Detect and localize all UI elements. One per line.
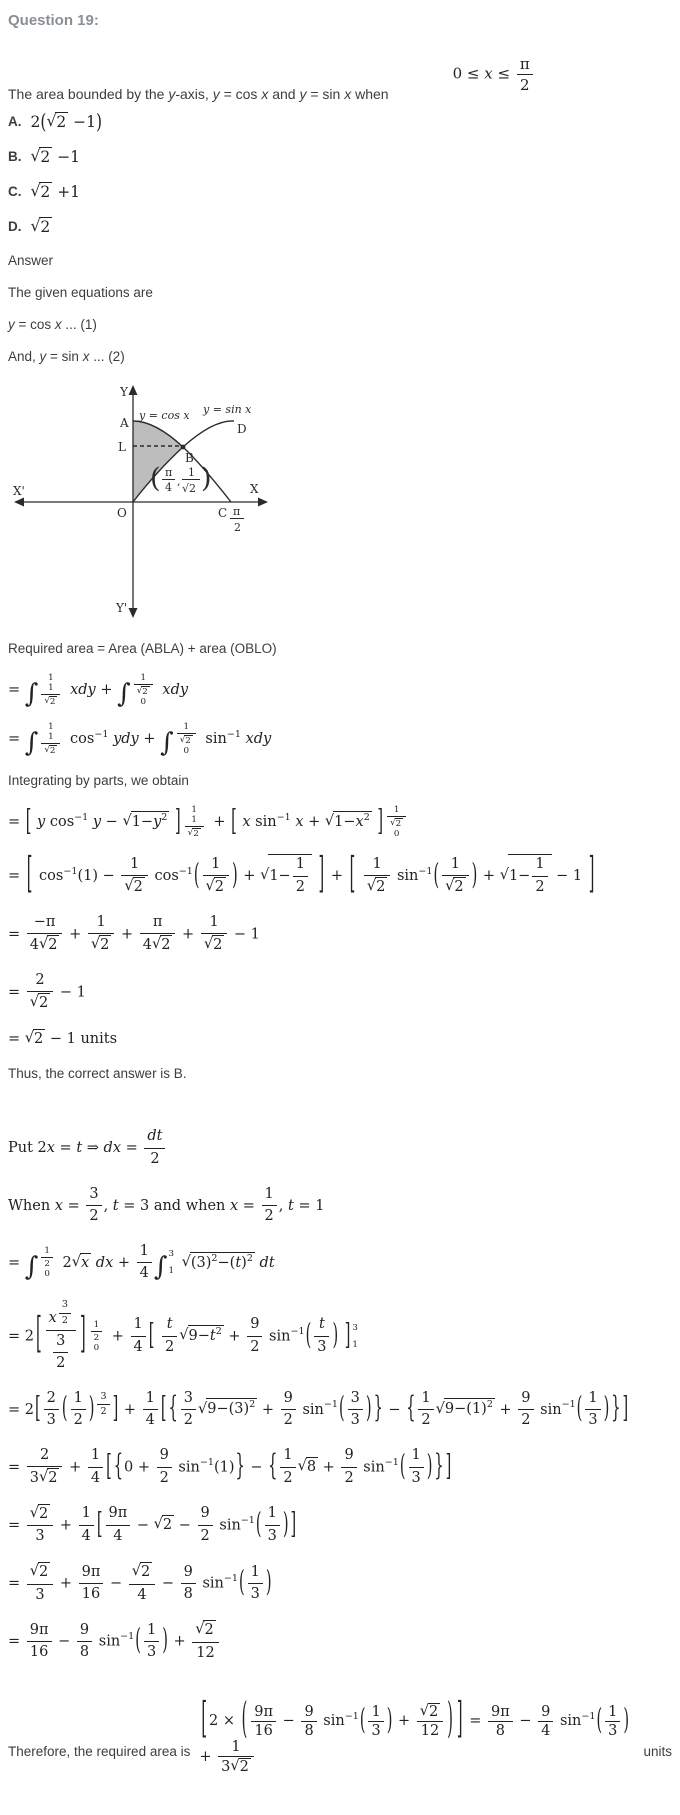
point-coords xyxy=(150,463,212,495)
c-tick-num: π xyxy=(233,505,241,518)
option-b xyxy=(8,147,672,166)
limits-line: When x = $\frac{3}{2}$ , t = 3 and when x = $\frac{1}{2}$ , t = 1 xyxy=(8,1185,325,1225)
label-l: L xyxy=(118,440,126,454)
solution-step-2: = ∫ 1 $\frac{1}{√2}$ cos−1 ydy + ∫ $\frac{1}{√2}$ 0 sin−1 xdy xyxy=(8,722,272,758)
point-open-paren: ( xyxy=(150,463,161,494)
given-equation-2: And, y = sin x ... (2) xyxy=(8,349,125,364)
substitution-line: Put 2x = t ⇒ dx = $\frac{dt}{2}$ xyxy=(8,1127,672,1169)
question-constraint: 0 ≤ x ≤ $\frac{\pi}{2}$ xyxy=(453,55,535,94)
solution-step-3: = [ y cos−1 y − √1−y2 ] 1 $\frac{1}{√2}$ + [ x sin−1 x + √1−x2 ] $\frac{1}{√2}$ 0 xyxy=(8,805,672,839)
options-list xyxy=(8,109,672,236)
graph-figure xyxy=(12,381,672,624)
point-num2: 1 xyxy=(188,466,195,479)
part2-step-5: = $\frac{√2}{3}$ + $\frac{1}{4}$ [ $\frac{9\pi}{4}$ − √2 − $\frac{9}{2}$ sin−1( $\frac{1}{3}$ ) ] xyxy=(8,1504,297,1545)
given-equation-1: y = cos x ... (1) xyxy=(8,317,97,332)
label-y-prime: Y' xyxy=(116,601,128,615)
point-close-paren: ) xyxy=(201,463,212,494)
label-d: D xyxy=(237,422,247,436)
solution-step-5: = $\frac{-\pi}{4√2}$ + $\frac{1}{√2}$ + $\frac{\pi}{4√2}$ + $\frac{1}{√2}$ − 1 xyxy=(8,913,672,956)
part2-step-1: = ∫ $\frac{1}{2}$ 0 2√x dx + $\frac{1}{4}$ ∫ 3 1 √(3)2−(t)2 dt xyxy=(8,1242,275,1282)
label-a: A xyxy=(120,416,129,430)
option-a xyxy=(8,109,672,135)
label-x-prime: X' xyxy=(13,484,25,498)
c-tick-fraction xyxy=(230,505,244,534)
y-axis-up-arrow-icon xyxy=(129,385,138,395)
point-num1: π xyxy=(165,466,173,479)
label-x: X xyxy=(250,482,259,496)
option-c-value: √2 +1 xyxy=(30,182,81,201)
option-c xyxy=(8,182,672,201)
option-d xyxy=(8,217,672,236)
label-origin: O xyxy=(117,506,127,520)
final-prefix: Therefore, the required area is xyxy=(8,1744,191,1760)
required-area-line: Required area = Area (ABLA) + area (OBLO) xyxy=(8,641,277,656)
solution-step-7: = √2 − 1 units xyxy=(8,1029,672,1050)
solution-step-1: = ∫ 1 $\frac{1}{√2}$ xdy + ∫ $\frac{1}{√2}$ 0 xdy xyxy=(8,673,189,709)
option-a-label: A. xyxy=(8,114,22,129)
part2-step-2: = 2 [ x $\frac{3}{2}$ $\frac{3}{2}$ ] $\frac{1}{2}$ 0 + $\frac{1}{4}$ [ $\frac{t}{2}$ √9−t2 + $\frac{9}{2}$ sin−1( $\frac{t}{3}$ ) ] 3 1 xyxy=(8,1298,358,1372)
final-formula: [ 2 × ( $\frac{9\pi}{16}$ − $\frac{9}{8}$ sin−1( $\frac{1}{3}$ ) + $\frac{√2}{12}$ ) ] = $\frac{9\pi}{8}$ − $\frac{9}{4}$ sin−1( $\frac{1}{3}$ ) + $\frac{1}{3√2}$ xyxy=(199,1697,630,1776)
part2-step-3: = 2[ $\frac{2}{3}$ ( $\frac{1}{2}$ ) $\frac{3}{2}$ ] + $\frac{1}{4}$ [ { $\frac{3}{2}$ √9−(3)2 + $\frac{9}{2}$ sin−1( $\frac{3}{3}$ ) } − { $\frac{1}{2}$ √9−(1)2 + $\frac{9}{2}$ sin−1( $\frac{1}{3}$ ) } ] xyxy=(8,1389,629,1429)
cos-curve-label: y = cos x xyxy=(139,409,190,422)
label-y: Y xyxy=(120,385,128,399)
option-c-label: C. xyxy=(8,184,22,199)
answer-intro: The given equations are xyxy=(8,285,153,300)
answer-heading: Answer xyxy=(8,253,54,268)
c-tick-den: 2 xyxy=(234,521,241,534)
x-axis-right-arrow-icon xyxy=(258,498,268,507)
figure-svg xyxy=(12,381,312,621)
question-text-row xyxy=(8,55,672,102)
part2-step-7: = $\frac{9\pi}{16}$ − $\frac{9}{8}$ sin−1( $\frac{1}{3}$ ) + $\frac{√2}{12}$ xyxy=(8,1620,672,1663)
x-axis-left-arrow-icon xyxy=(14,498,24,507)
label-c: C xyxy=(218,506,228,520)
option-b-label: B. xyxy=(8,149,22,164)
option-a-value: 2(√2 −1) xyxy=(30,109,103,135)
intersection-dot xyxy=(181,445,186,450)
part2-step-4: = $\frac{2}{3√2}$ + $\frac{1}{4}$ [ {0 + $\frac{9}{2}$ sin−1(1)} − { $\frac{1}{2}$ √8 + $\frac{9}{2}$ sin−1( $\frac{1}{3}$ ) } ] xyxy=(8,1446,672,1489)
part2-step-6: = $\frac{√2}{3}$ + $\frac{9\pi}{16}$ − $\frac{√2}{4}$ − $\frac{9}{8}$ sin−1( $\frac{1}{3}$ ) xyxy=(8,1563,272,1603)
label-b: B xyxy=(185,451,194,465)
integrating-note: Integrating by parts, we obtain xyxy=(8,773,189,788)
question-text: The area bounded by the y-axis, y = cos x and y = sin x when xyxy=(8,86,389,102)
conclusion-line: Thus, the correct answer is B. xyxy=(8,1066,187,1082)
second-solution-block xyxy=(8,1127,672,1775)
question-page xyxy=(8,12,672,1775)
solution-step-6: = $\frac{2}{√2}$ − 1 xyxy=(8,971,672,1014)
y-axis-down-arrow-icon xyxy=(129,608,138,618)
option-d-label: D. xyxy=(8,219,22,234)
final-suffix: units xyxy=(643,1744,672,1760)
final-answer-row xyxy=(8,1697,672,1776)
point-den1: 4 xyxy=(165,481,172,494)
point-den2: √2 xyxy=(182,482,197,495)
question-title: Question 19: xyxy=(8,12,99,29)
sin-curve-label: y = sin x xyxy=(203,403,252,416)
option-b-value: √2 −1 xyxy=(30,147,81,166)
point-comma: , xyxy=(177,475,181,488)
option-d-value: √2 xyxy=(30,217,51,236)
solution-step-4: = [ cos−1(1) − $\frac{1}{√2}$ cos−1( $\frac{1}{√2}$ ) + √1− $\frac{1}{2}$ ] + [ $\frac{1}{√2}$ sin−1( $\frac{1}{√2}$ ) + √1− $\frac{1}{2}$ − 1 ] xyxy=(8,852,595,899)
